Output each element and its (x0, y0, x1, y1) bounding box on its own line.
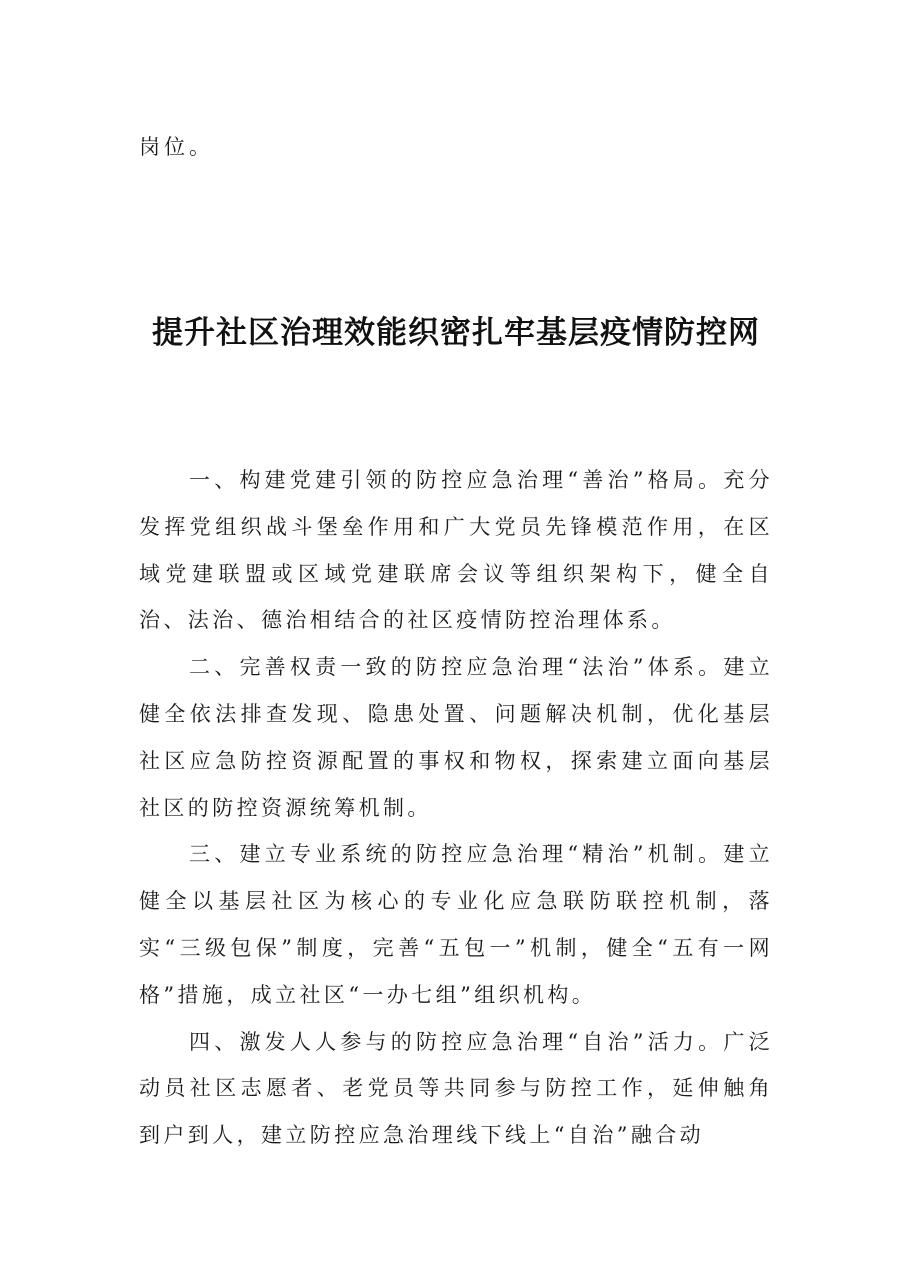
carry-over-text: 岗位。 (139, 135, 214, 159)
paragraph-2: 二、完善权责一致的防控应急治理“法治”体系。建立健全依法排查发现、隐患处置、问题解决机制，优化基层社区应急防控资源配置的事权和物权，探索建立面向基层社区的防控资源统筹机制。 (139, 655, 773, 820)
document-body (139, 457, 773, 1159)
paragraph-3: 三、建立专业系统的防控应急治理“精治”机制。建立健全以基层社区为核心的专业化应急联防联控机制，落实“三级包保”制度，完善“五包一”机制，健全“五有一网格”措施，成立社区“一办七组”组织机构。 (139, 842, 773, 1007)
paragraph-1: 一、构建党建引领的防控应急治理“善治”格局。充分发挥党组织战斗堡垒作用和广大党员先锋模范作用，在区域党建联盟或区域党建联席会议等组织架构下，健全自治、法治、德治相结合的社区疫情防控治理体系。 (139, 468, 773, 633)
document-title: 提升社区治理效能织密扎牢基层疫情防控网 (152, 315, 760, 351)
paragraph-4: 四、激发人人参与的防控应急治理“自治”活力。广泛动员社区志愿者、老党员等共同参与防控工作，延伸触角到户到人，建立防控应急治理线下线上“自治”融合动 (139, 1029, 773, 1148)
